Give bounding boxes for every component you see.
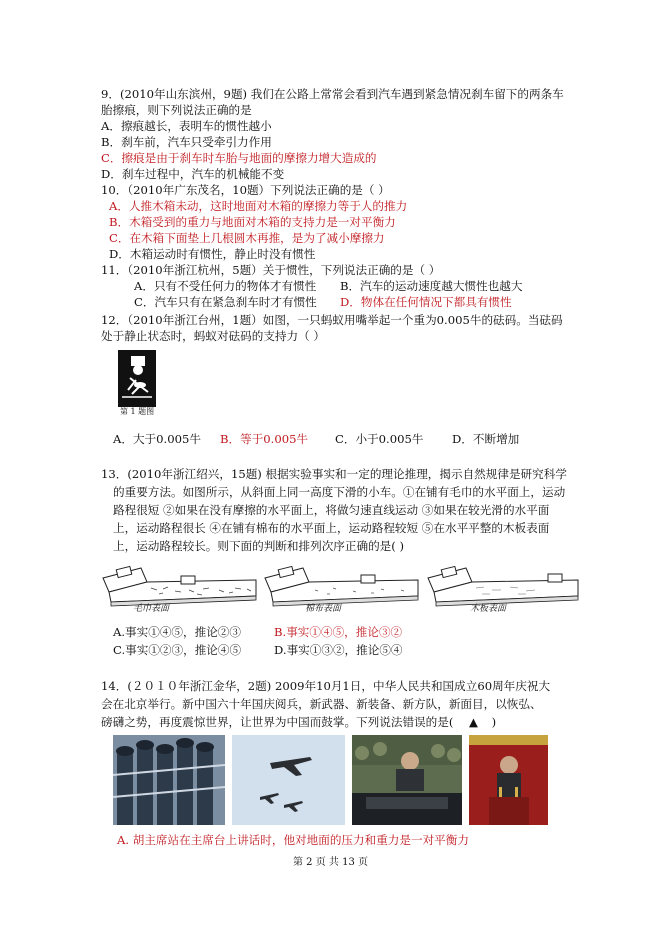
ramp-figure-towel	[101, 558, 261, 616]
q10-stem: 10．（2010年广东茂名，10题）下列说法正确的是（ ）	[101, 183, 390, 197]
answer-blank-mark: ▲	[469, 715, 478, 729]
q11-option-c: C．汽车只有在紧急刹车时才有惯性	[134, 295, 317, 309]
surface-label-wood: 木板表面	[470, 604, 507, 614]
q14-line1: 14．(２０１０年浙江金华，2题) 2009年10月1日，中华人民共和国成立60周年庆祝大	[101, 679, 551, 693]
q13-line2: 的重要方法。如图所示，从斜面上同一高度下滑的小车。①在铺有毛巾的水平面上，运动	[113, 485, 566, 499]
q11-option-d-answer: D．物体在任何情况下都具有惯性	[340, 295, 512, 309]
q12-stem-line2: 处于静止状态时，蚂蚁对砝码的支持力（ ）	[101, 329, 325, 343]
q10-option-c-answer: C．在木箱下面垫上几根圆木再推，是为了减小摩擦力	[109, 231, 385, 245]
q9-option-a: A．擦痕越长，表明车的惯性越小	[101, 119, 272, 133]
surface-label-towel: 毛巾表面	[133, 604, 170, 614]
q12-stem-line1: 12．（2010年浙江台州，1题）如图，一只蚂蚁用嘴举起一个重为0.005牛的砝码。当砝码	[101, 313, 563, 327]
q12-option-c: C．小于0.005牛	[335, 432, 424, 446]
q10-option-d: D．木箱运动时有惯性，静止时没有惯性	[109, 247, 316, 261]
ramp-figure-cotton	[263, 558, 423, 616]
q14-option-a: A. 胡主席站在主席台上讲话时，他对地面的压力和重力是一对平衡力	[117, 833, 469, 847]
q9-stem-line1: 9．(2010年山东滨州，9题) 我们在公路上常常会看到汽车遇到紧急情况刹车留下的两条车	[101, 87, 564, 101]
page-footer: 第 2 页 共 13 页	[293, 857, 368, 868]
q13-option-b-answer: B.事实①④⑤，推论③②	[274, 625, 403, 639]
ant-weight-figure	[118, 350, 156, 407]
q13-option-d: D.事实①③②，推论⑤④	[274, 643, 403, 657]
q11-option-a: A．只有不受任何力的物体才有惯性	[134, 279, 317, 293]
q12-option-b-answer: B．等于0.005牛	[220, 432, 309, 446]
q9-option-b: B．刹车前，汽车只受牵引力作用	[101, 135, 272, 149]
q13-option-a: A.事实①④⑤，推论②③	[113, 625, 241, 639]
q12-option-a: A．大于0.005牛	[113, 432, 201, 446]
q14-line3	[101, 714, 496, 730]
q11-option-b: B．汽车的运动速度越大惯性也越大	[340, 279, 523, 293]
q9-stem-line2: 胎擦痕，则下列说法正确的是	[101, 103, 252, 117]
parade-review-photo	[352, 735, 462, 825]
q14-line3-close: )	[491, 715, 497, 729]
surface-label-cotton: 棉布表面	[305, 604, 342, 614]
q13-option-c: C.事实①②③，推论④⑤	[113, 643, 242, 657]
podium-speech-photo	[469, 735, 548, 825]
q13-line5: 上，运动路程较长。则下面的判断和排列次序正确的是( )	[113, 539, 404, 553]
parade-aircraft-photo	[232, 735, 345, 825]
q13-line3: 路程很短 ②如果在没有摩擦的水平面上，将做匀速直线运动 ③如果在较光滑的水平面	[113, 503, 550, 517]
q10-option-b-answer: B．木箱受到的重力与地面对木箱的支持力是一对平衡力	[109, 215, 396, 229]
q14-line2: 会在北京举行。新中国六十年国庆阅兵，新武器、新装备、新方队，新面目，以恢弘、	[101, 697, 542, 711]
q12-figure-caption: 第 1 题图	[120, 407, 155, 416]
parade-soldiers-photo	[113, 735, 225, 825]
q13-line1: 13．(2010年浙江绍兴，15题) 根据实验事实和一定的理论推理，揭示自然规律是研究科学	[101, 467, 567, 481]
q9-option-d: D．刹车过程中，汽车的机械能不变	[101, 167, 285, 181]
q9-option-c-answer: C．擦痕是由于刹车时车胎与地面的摩擦力增大造成的	[101, 151, 377, 165]
q14-line3-text: 磅礴之势，再度震惊世界，让世界为中国而鼓掌。下列说法错误的是(	[101, 715, 454, 729]
q13-line4: 上，运动路程很长 ④在铺有棉布的水平面上，运动路程较短 ⑤在水平平整的木板表面	[113, 521, 550, 535]
q12-option-d: D．不断增加	[452, 432, 520, 446]
q10-option-a-answer: A．人推木箱未动，这时地面对木箱的摩擦力等于人的推力	[109, 199, 408, 213]
q11-stem: 11．（2010年浙江杭州，5题）关于惯性，下列说法正确的是（ ）	[101, 263, 441, 277]
